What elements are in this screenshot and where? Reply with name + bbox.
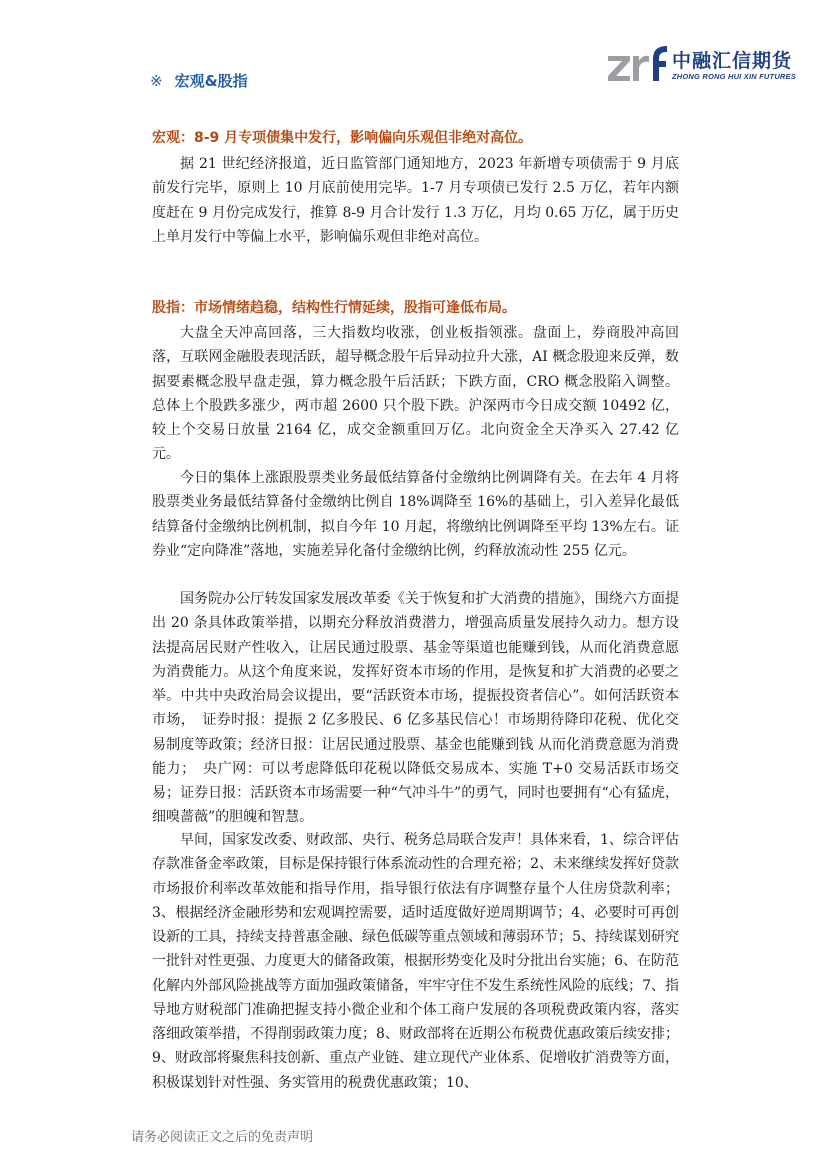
index-heading: 股指：市场情绪趋稳，结构性行情延续，股指可逢低布局。 (152, 300, 516, 316)
index-paragraph-policy: 早间，国家发改委、财政部、央行、税务总局联合发声！具体来看，1、综合评估存款准备金率政策，目标是保持银行体系流动性的合理充裕；2、未来继续发挥好贷款市场报价利率改革效能和指导作用，指导银行依法有序调整存量个人住房贷款利率；3、根据经济金融形势和宏观调控需要，适时适度做好逆周期调节；4、必要时可再创设新的工具，持续支持普惠金融、绿色低碳等重点领域和薄弱环节；5、持续谋划研究一批针对性更强、力度更大的储备政策，根据形势变化及时分批出台实施；6、在防范化解内外部风险挑战等方面加强政策储备，牢牢守住不发生系统性风险的底线；7、指导地方财税部门准确把握支持小微企业和个体工商户发展的各项税费政策内容，落实落细政策举措，不得削弱政策力度；8、财政部将在近期公布税费优惠政策后续安排；9、财政部将聚焦科技创新、重点产业链、建立现代产业体系、促增收扩消费等方面，积极谋划针对性强、务实管用的税费优惠政策；10、 (152, 832, 679, 1091)
footer-disclaimer: 请务必阅读正文之后的免责声明 (131, 1130, 314, 1145)
section-title-text: 宏观&股指 (174, 72, 248, 90)
macro-heading: 宏观：8-9 月专项债集中发行，影响偏向乐观但非绝对高位。 (152, 130, 533, 146)
reference-mark-icon: ※ (150, 72, 163, 90)
company-logo (606, 42, 806, 86)
logo-mark-icon (606, 42, 670, 86)
logo-english-name: ZHONG RONG HUI XIN FUTURES (672, 72, 796, 81)
index-paragraph-reserve: 今日的集体上涨跟股票类业务最低结算备付金缴纳比例调降有关。在去年 4 月将股票类业务最低结算备付金缴纳比例自 18%调降至 16%的基础上，引入差异化最低结算备付金缴纳比例机制，拟自今年 10 月起，将缴纳比例调降至平均 13%左右。证券业“定向降准”落地，实施差异化备付金缴纳比例，约释放流动性 255 亿元。 (152, 470, 679, 559)
logo-chinese-name: 中融汇信期货 (672, 50, 793, 72)
section-title (150, 70, 248, 91)
index-paragraph-consumption: 国务院办公厅转发国家发展改革委《关于恢复和扩大消费的措施》，围绕六方面提出 20 条具体政策举措，以期充分释放消费潜力，增强高质量发展持久动力。想方设法提高居民财产性收入，让居民通过股票、基金等渠道也能赚到钱，从而化消费意愿为消费能力。从这个角度来说，发挥好资本市场的作用，是恢复和扩大消费的必要之举。中共中央政治局会议提出，要“活跃资本市场，提振投资者信心”。如何活跃资本市场， 证券时报：提振 2 亿多股民、6 亿多基民信心！市场期待降印花税、优化交易制度等政策；经济日报：让居民通过股票、基金也能赚到钱 从而化消费意愿为消费能力； 央广网：可以考虑降低印花税以降低交易成本、实施 T+0 交易活跃市场交易；证券日报：活跃资本市场需要一种“气冲斗牛”的勇气，同时也要拥有“心有猛虎，细嗅蔷薇”的胆魄和智慧。 (152, 591, 679, 826)
macro-paragraph: 据 21 世纪经济报道，近日监管部门通知地方，2023 年新增专项债需于 9 月底前发行完毕，原则上 10 月底前使用完毕。1-7 月专项债已发行 2.5 万亿，若年内额度赶在 9 月份完成发行，推算 8-9 月合计发行 1.3 万亿，月均 0.65 万亿，属于历史上单月发行中等偏上水平，影响偏乐观但非绝对高位。 (152, 156, 679, 245)
index-paragraph-market: 大盘全天冲高回落，三大指数均收涨，创业板指领涨。盘面上，券商股冲高回落，互联网金融股表现活跃，超导概念股午后异动拉升大涨，AI 概念股迎来反弹，数据要素概念股早盘走强，算力概念股午后活跃；下跌方面，CRO 概念股陷入调整。总体上个股跌多涨少，两市超 2600 只个股下跌。沪深两市今日成交额 10492 亿，较上个交易日放量 2164 亿，成交金额重回万亿。北向资金全天净买入 27.42 亿元。 (152, 325, 679, 463)
